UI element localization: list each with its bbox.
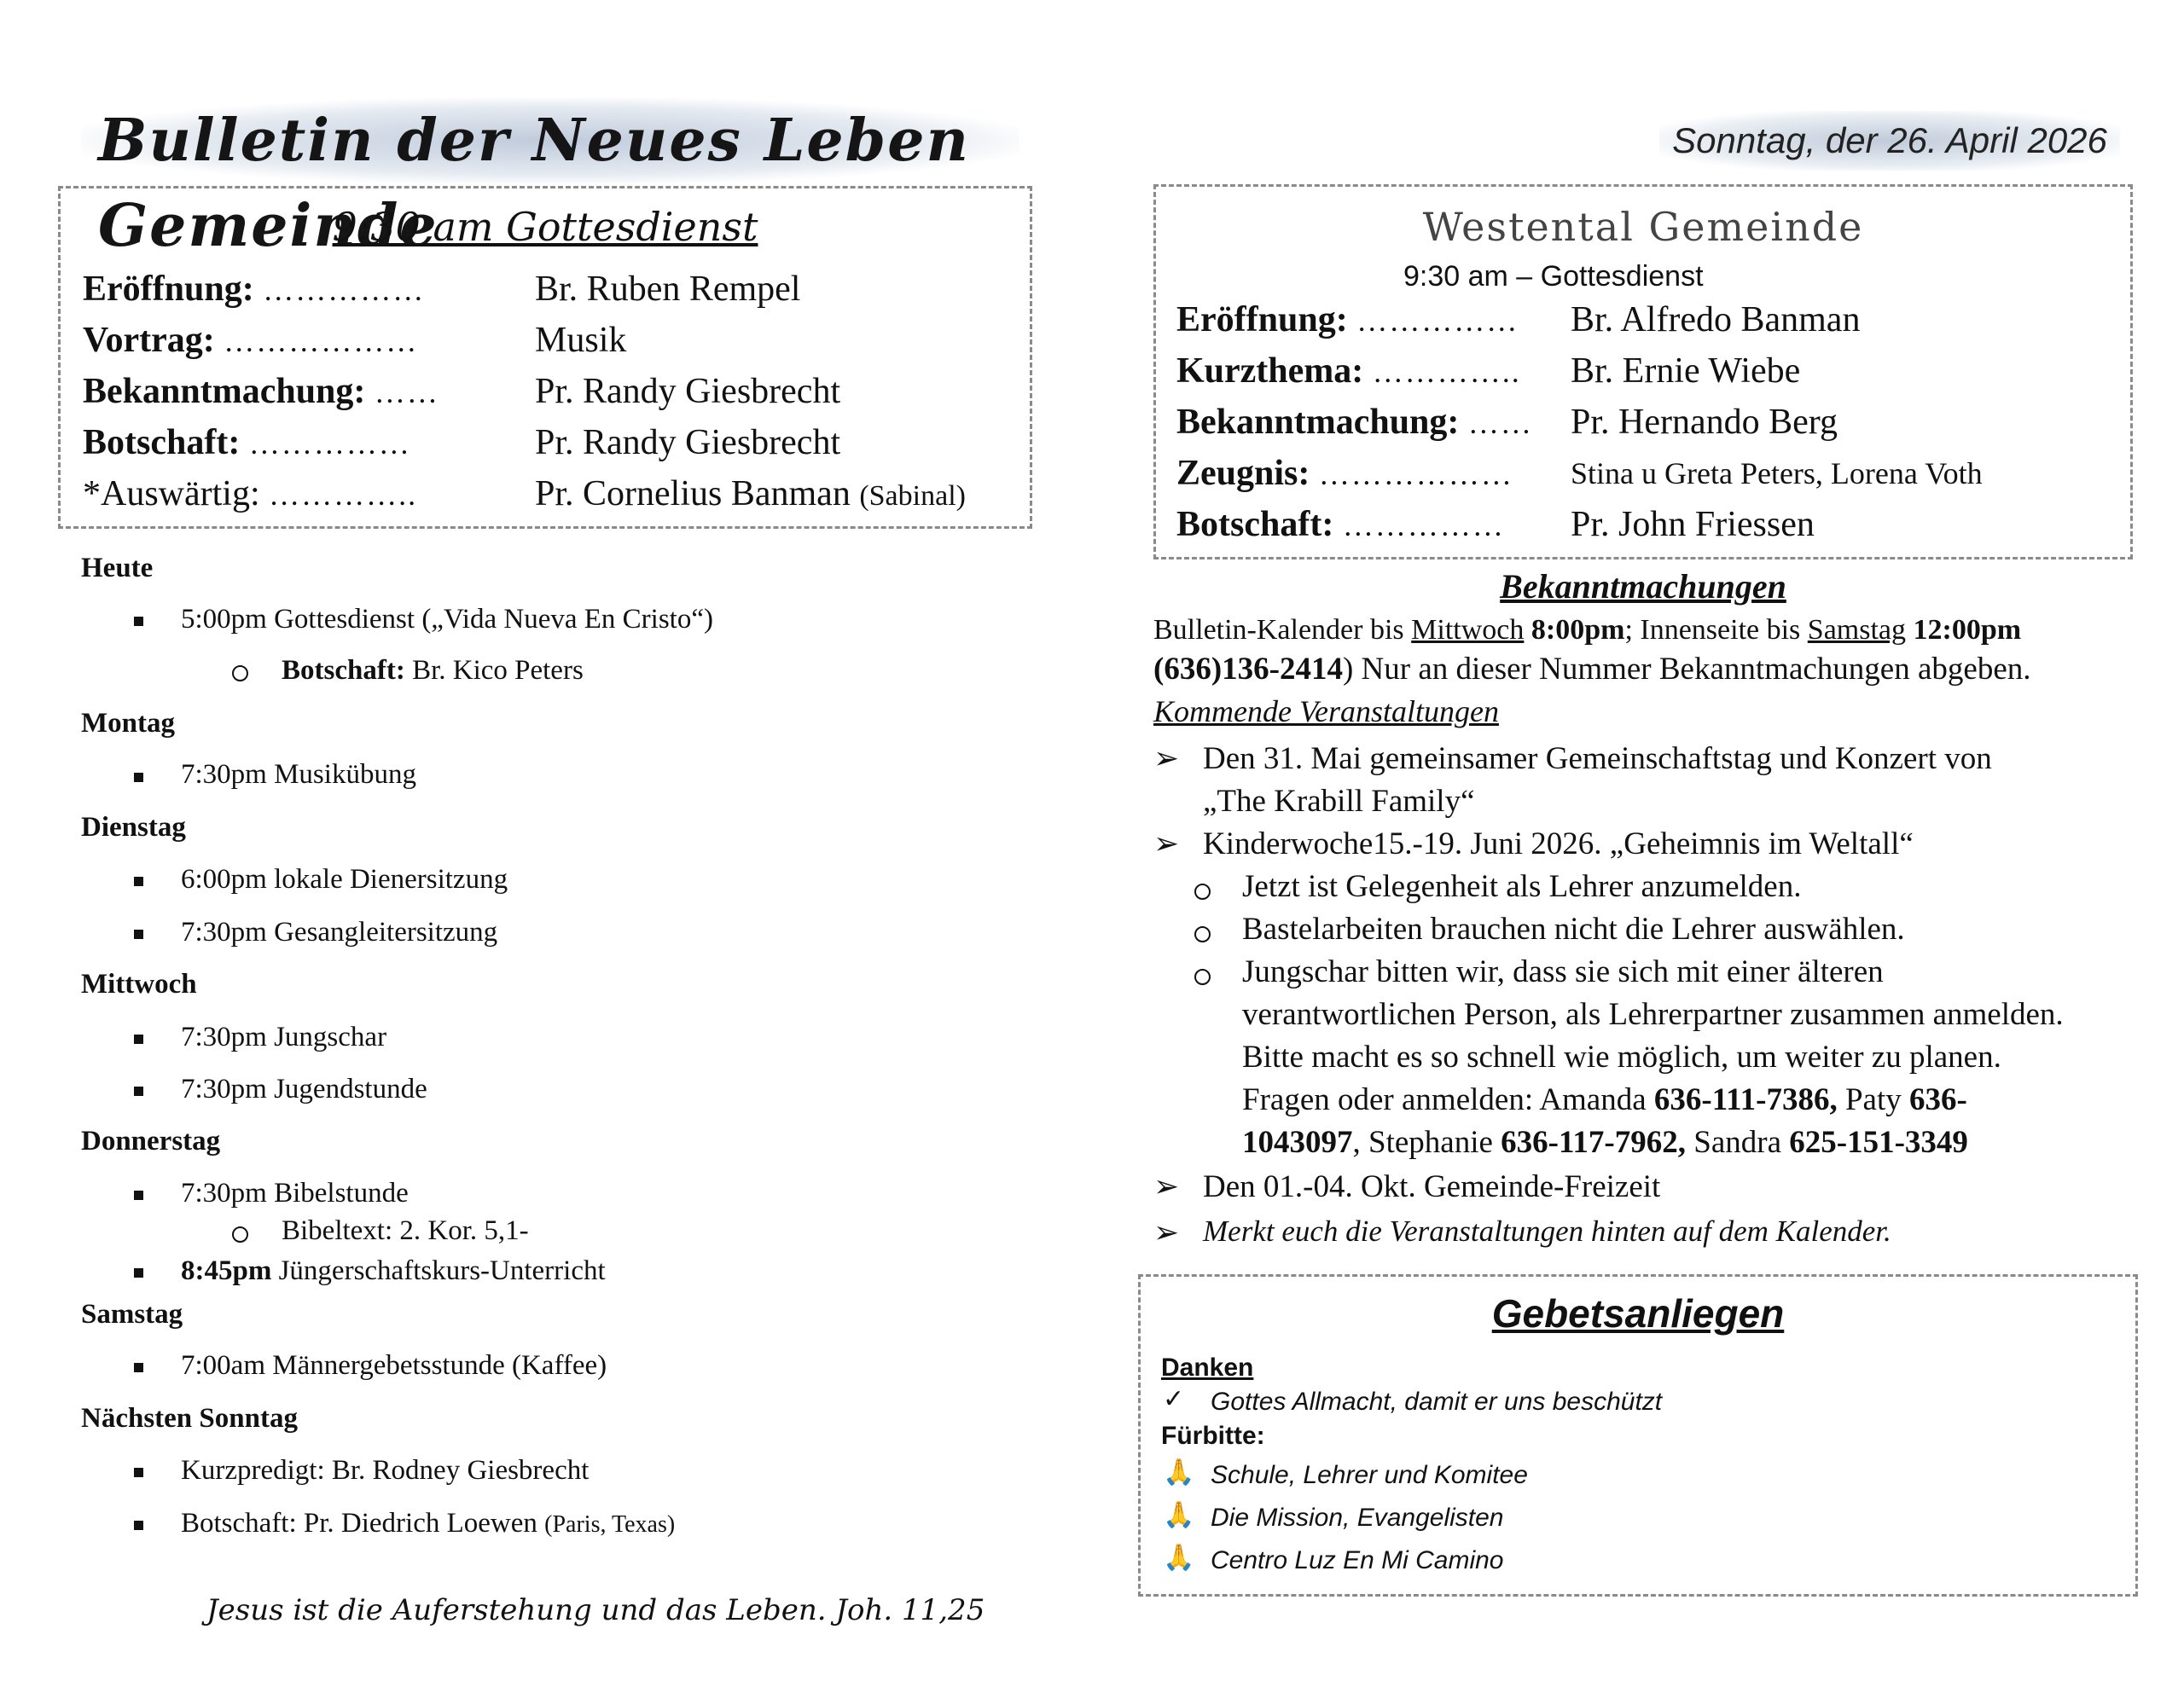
list-item: 5:00pm Gottesdienst („Vida Nueva En Cristo“)	[181, 604, 713, 635]
check-icon: ✓	[1163, 1385, 1185, 1413]
list-subitem: Bibeltext: 2. Kor. 5,1-	[282, 1215, 529, 1246]
event-item: Kinderwoche15.-19. Juni 2026. „Geheimnis im Weltall“	[1203, 826, 1914, 861]
event-subitem-cont: Fragen oder anmelden: Amanda 636-111-7386, Paty 636-	[1242, 1082, 1967, 1117]
list-item: 7:30pm Gesangleitersitzung	[181, 917, 498, 948]
intercession-heading: Fürbitte:	[1161, 1422, 1265, 1450]
thanks-item: Gottes Allmacht, damit er uns beschützt	[1211, 1388, 1663, 1416]
thanks-heading: Danken	[1161, 1354, 1254, 1382]
bullet-icon	[134, 1468, 143, 1477]
service-title: 9:30 am Gottesdienst	[332, 204, 758, 250]
bullet-icon	[134, 930, 143, 939]
bullet-icon	[134, 1268, 143, 1278]
event-subitem-cont: 1043097, Stephanie 636-117-7962, Sandra 625-151-3349	[1242, 1125, 1968, 1160]
arrow-bullet-icon: ➢	[1153, 1215, 1180, 1249]
service-subtitle: 9:30 am – Gottesdienst	[1403, 260, 1704, 293]
service-row: Vortrag: ……………… Musik	[83, 321, 627, 360]
service-row: *Auswärtig: ………….. Pr. Cornelius Banman (Sabinal)	[83, 474, 966, 513]
service-row: Botschaft: …………… Pr. Randy Giesbrecht	[83, 423, 841, 462]
prayer-item: Schule, Lehrer und Komitee	[1211, 1461, 1528, 1489]
service-box-left	[58, 186, 1032, 529]
circle-bullet-icon	[232, 665, 248, 681]
bible-verse: Jesus ist die Auferstehung und das Leben. Joh. 11,25	[206, 1593, 985, 1627]
church-title: Westental Gemeinde	[1422, 204, 1864, 250]
service-row: Bekanntmachung: …… Pr. Randy Giesbrecht	[83, 372, 841, 411]
event-item: Den 01.-04. Okt. Gemeinde-Freizeit	[1203, 1169, 1661, 1204]
service-box-right	[1153, 184, 2133, 559]
list-item: 6:00pm lokale Dienersitzung	[181, 864, 508, 895]
event-subitem-cont: verantwortlichen Person, als Lehrerpartner zusammen anmelden.	[1242, 997, 2064, 1032]
list-item: 7:00am Männergebetsstunde (Kaffee)	[181, 1350, 607, 1381]
list-item: 7:30pm Musikübung	[181, 759, 416, 790]
circle-bullet-icon	[232, 1226, 248, 1243]
day-heading: Montag	[81, 708, 175, 739]
event-item: Merkt euch die Veranstaltungen hinten auf dem Kalender.	[1203, 1215, 1891, 1248]
bulletin-date: Sonntag, der 26. April 2026	[1659, 111, 2120, 171]
bullet-icon	[134, 877, 143, 886]
bullet-icon	[134, 1087, 143, 1096]
list-item: 8:45pm Jüngerschaftskurs-Unterricht	[181, 1255, 606, 1286]
day-heading: Dienstag	[81, 812, 186, 843]
praying-hands-icon: 🙏	[1163, 1501, 1195, 1529]
praying-hands-icon: 🙏	[1163, 1544, 1195, 1572]
upcoming-title: Kommende Veranstaltungen	[1153, 694, 1499, 728]
prayer-item: Die Mission, Evangelisten	[1211, 1504, 1504, 1532]
list-subitem: Botschaft: Br. Kico Peters	[282, 655, 584, 686]
list-item: 7:30pm Bibelstunde	[181, 1178, 409, 1209]
arrow-bullet-icon: ➢	[1153, 1169, 1180, 1203]
circle-bullet-icon	[1194, 969, 1211, 985]
service-row: Bekanntmachung: …… Pr. Hernando Berg	[1176, 403, 1838, 442]
bullet-icon	[134, 1363, 143, 1372]
prayer-item: Centro Luz En Mi Camino	[1211, 1546, 1504, 1574]
prayer-title: Gebetsanliegen	[1491, 1291, 1785, 1336]
day-heading: Samstag	[81, 1299, 183, 1330]
bullet-icon	[134, 617, 143, 626]
bullet-icon	[134, 1191, 143, 1200]
day-heading: Mittwoch	[81, 969, 197, 1000]
announcement-line: (636)136-2414) Nur an dieser Nummer Bekanntmachungen abgeben.	[1153, 652, 2031, 687]
arrow-bullet-icon: ➢	[1153, 741, 1180, 775]
day-heading: Donnerstag	[81, 1126, 221, 1157]
event-item: Den 31. Mai gemeinsamer Gemeinschaftstag und Konzert von	[1203, 741, 1992, 776]
bulletin-title: Bulletin der Neues Leben Gemeinde	[81, 98, 1019, 183]
service-row: Botschaft: …………… Pr. John Friessen	[1176, 505, 1815, 544]
day-heading: Nächsten Sonntag	[81, 1403, 298, 1434]
list-item: Botschaft: Pr. Diedrich Loewen (Paris, Texas)	[181, 1508, 676, 1539]
list-item: Kurzpredigt: Br. Rodney Giesbrecht	[181, 1455, 590, 1486]
prayer-box	[1138, 1274, 2138, 1597]
bullet-icon	[134, 1521, 143, 1530]
event-subitem: Jungschar bitten wir, dass sie sich mit einer älteren	[1242, 954, 1884, 989]
service-row: Eröffnung: …………… Br. Alfredo Banman	[1176, 300, 1861, 339]
event-subitem: Bastelarbeiten brauchen nicht die Lehrer auswählen.	[1242, 912, 1905, 947]
service-row: Eröffnung: …………… Br. Ruben Rempel	[83, 270, 801, 309]
praying-hands-icon: 🙏	[1163, 1458, 1195, 1487]
list-item: 7:30pm Jugendstunde	[181, 1074, 427, 1104]
list-item: 7:30pm Jungschar	[181, 1022, 387, 1052]
bullet-icon	[134, 1035, 143, 1044]
event-subitem: Jetzt ist Gelegenheit als Lehrer anzumelden.	[1242, 869, 1802, 904]
bullet-icon	[134, 773, 143, 782]
circle-bullet-icon	[1194, 926, 1211, 942]
service-row: Zeugnis: ……………… Stina u Greta Peters, Lorena Voth	[1176, 454, 1983, 493]
announcement-line: Bulletin-Kalender bis Mittwoch 8:00pm; Innenseite bis Samstag 12:00pm	[1153, 614, 2022, 646]
arrow-bullet-icon: ➢	[1153, 826, 1180, 861]
announcements-title: Bekanntmachungen	[1500, 567, 1786, 606]
circle-bullet-icon	[1194, 884, 1211, 900]
event-subitem-cont: Bitte macht es so schnell wie möglich, um weiter zu planen.	[1242, 1040, 2001, 1075]
event-item-cont: „The Krabill Family“	[1203, 784, 1475, 819]
day-heading: Heute	[81, 553, 154, 583]
service-row: Kurzthema: ………….. Br. Ernie Wiebe	[1176, 351, 1801, 391]
